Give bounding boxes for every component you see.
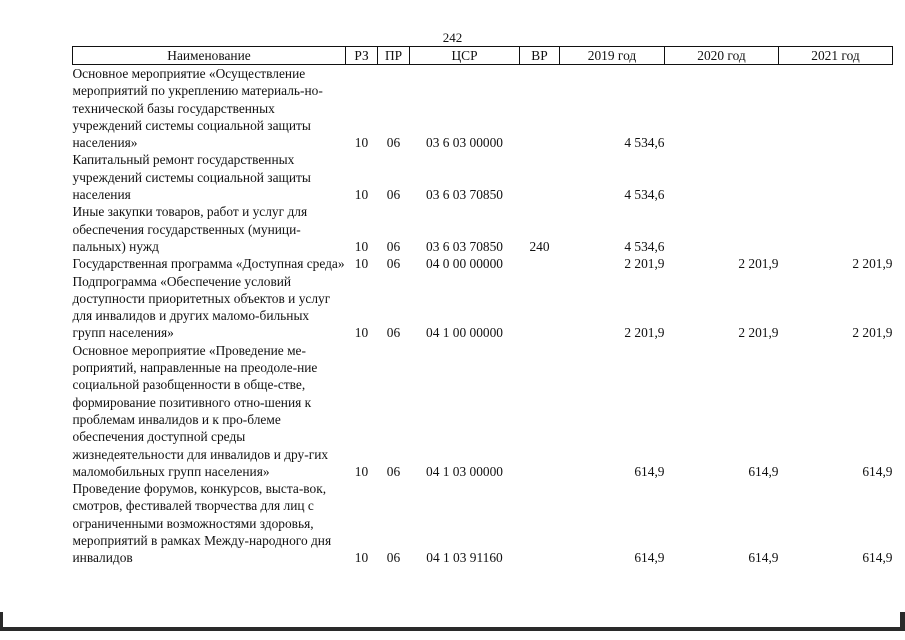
row-vr (520, 273, 560, 342)
page-number: 242 (442, 30, 463, 45)
row-vr (520, 480, 560, 566)
row-csr: 03 6 03 00000 (426, 135, 503, 151)
col-header-pr: ПР (378, 47, 410, 65)
row-vr (520, 65, 560, 152)
row-rz: 10 (354, 550, 369, 566)
row-2020: 614,9 (748, 463, 779, 479)
col-header-vr: ВР (520, 47, 560, 65)
row-2019: 4 534,6 (624, 135, 665, 151)
col-header-2021: 2021 год (779, 47, 893, 65)
row-pr: 06 (386, 135, 401, 151)
scan-edge-right (900, 612, 905, 631)
table-row (73, 480, 893, 566)
row-2021 (779, 203, 893, 255)
row-2019: 2 201,9 (624, 256, 665, 272)
row-name: Проведение форумов, конкурсов, выста-вок, смотров, фестивалей творчества для лиц с ограниченными возможностями здоровья, мероприятий в рамках Между-народного дня инвалидов (72, 481, 332, 566)
row-name: Государственная программа «Доступная среда» (72, 256, 345, 272)
row-pr: 06 (386, 256, 401, 272)
row-name: Основное мероприятие «Осуществление мероприятий по укреплению материаль-но-технической базы государственных учреждений системы социальной защиты населения» (72, 66, 323, 151)
row-pr: 06 (386, 550, 401, 566)
row-pr: 06 (386, 187, 401, 203)
row-rz: 10 (354, 187, 369, 203)
table-row (73, 255, 893, 272)
row-2021: 2 201,9 (852, 325, 893, 341)
row-name: Иные закупки товаров, работ и услуг для обеспечения государственных (муници-пальных) нужд (72, 204, 308, 254)
row-pr: 06 (386, 463, 401, 479)
row-2020 (665, 151, 779, 203)
row-csr: 04 1 00 00000 (426, 325, 503, 341)
row-2019: 4 534,6 (624, 187, 665, 203)
row-2021: 614,9 (862, 463, 893, 479)
table-row (73, 273, 893, 342)
table-row (73, 203, 893, 255)
row-csr: 03 6 03 70850 (426, 238, 503, 254)
header-row (73, 47, 893, 65)
row-vr (520, 342, 560, 480)
row-2020: 2 201,9 (738, 325, 779, 341)
col-header-rz: РЗ (346, 47, 378, 65)
table-row (73, 342, 893, 480)
row-2021: 2 201,9 (852, 256, 893, 272)
col-header-2020: 2020 год (665, 47, 779, 65)
table-row (73, 151, 893, 203)
row-csr: 04 1 03 91160 (426, 550, 503, 566)
row-csr: 03 6 03 70850 (426, 187, 503, 203)
row-vr (520, 255, 560, 272)
row-name: Капитальный ремонт государственных учреждений системы социальной защиты населения (72, 152, 311, 203)
table-row (73, 65, 893, 152)
row-rz: 10 (354, 238, 369, 254)
row-vr (520, 151, 560, 203)
row-2019: 4 534,6 (624, 238, 665, 254)
row-rz: 10 (354, 135, 369, 151)
row-rz: 10 (354, 463, 369, 479)
row-2020: 2 201,9 (738, 256, 779, 272)
col-header-2019: 2019 год (560, 47, 665, 65)
row-pr: 06 (386, 325, 401, 341)
row-2020: 614,9 (748, 550, 779, 566)
row-2020 (665, 203, 779, 255)
row-2019: 614,9 (634, 463, 665, 479)
row-2020 (665, 65, 779, 152)
row-2021 (779, 151, 893, 203)
row-csr: 04 0 00 00000 (426, 256, 503, 272)
row-vr: 240 (529, 238, 550, 254)
row-name: Основное мероприятие «Проведение ме-роприятий, направленные на преодоле-ние социальной разобщенности в обще-стве, формирование позитивного отно-шения к проблемам инвалидов и к про-блеме обеспечения доступной среды жизнедеятельности для инвалидов и дру-гих маломобильных групп населения» (72, 342, 329, 479)
row-csr: 04 1 03 00000 (426, 463, 503, 479)
row-2019: 2 201,9 (624, 325, 665, 341)
col-header-csr: ЦСР (410, 47, 520, 65)
row-pr: 06 (386, 238, 401, 254)
row-2021 (779, 65, 893, 152)
scan-edge-bottom (0, 627, 905, 631)
row-name: Подпрограмма «Обеспечение условий доступности приоритетных объектов и услуг для инвалидов и других маломо-бильных групп населения» (72, 273, 331, 341)
row-2019: 614,9 (634, 550, 665, 566)
row-rz: 10 (354, 256, 369, 272)
budget-table (72, 46, 893, 567)
row-rz: 10 (354, 325, 369, 341)
col-header-name: Наименование (73, 47, 346, 65)
row-2021: 614,9 (862, 550, 893, 566)
